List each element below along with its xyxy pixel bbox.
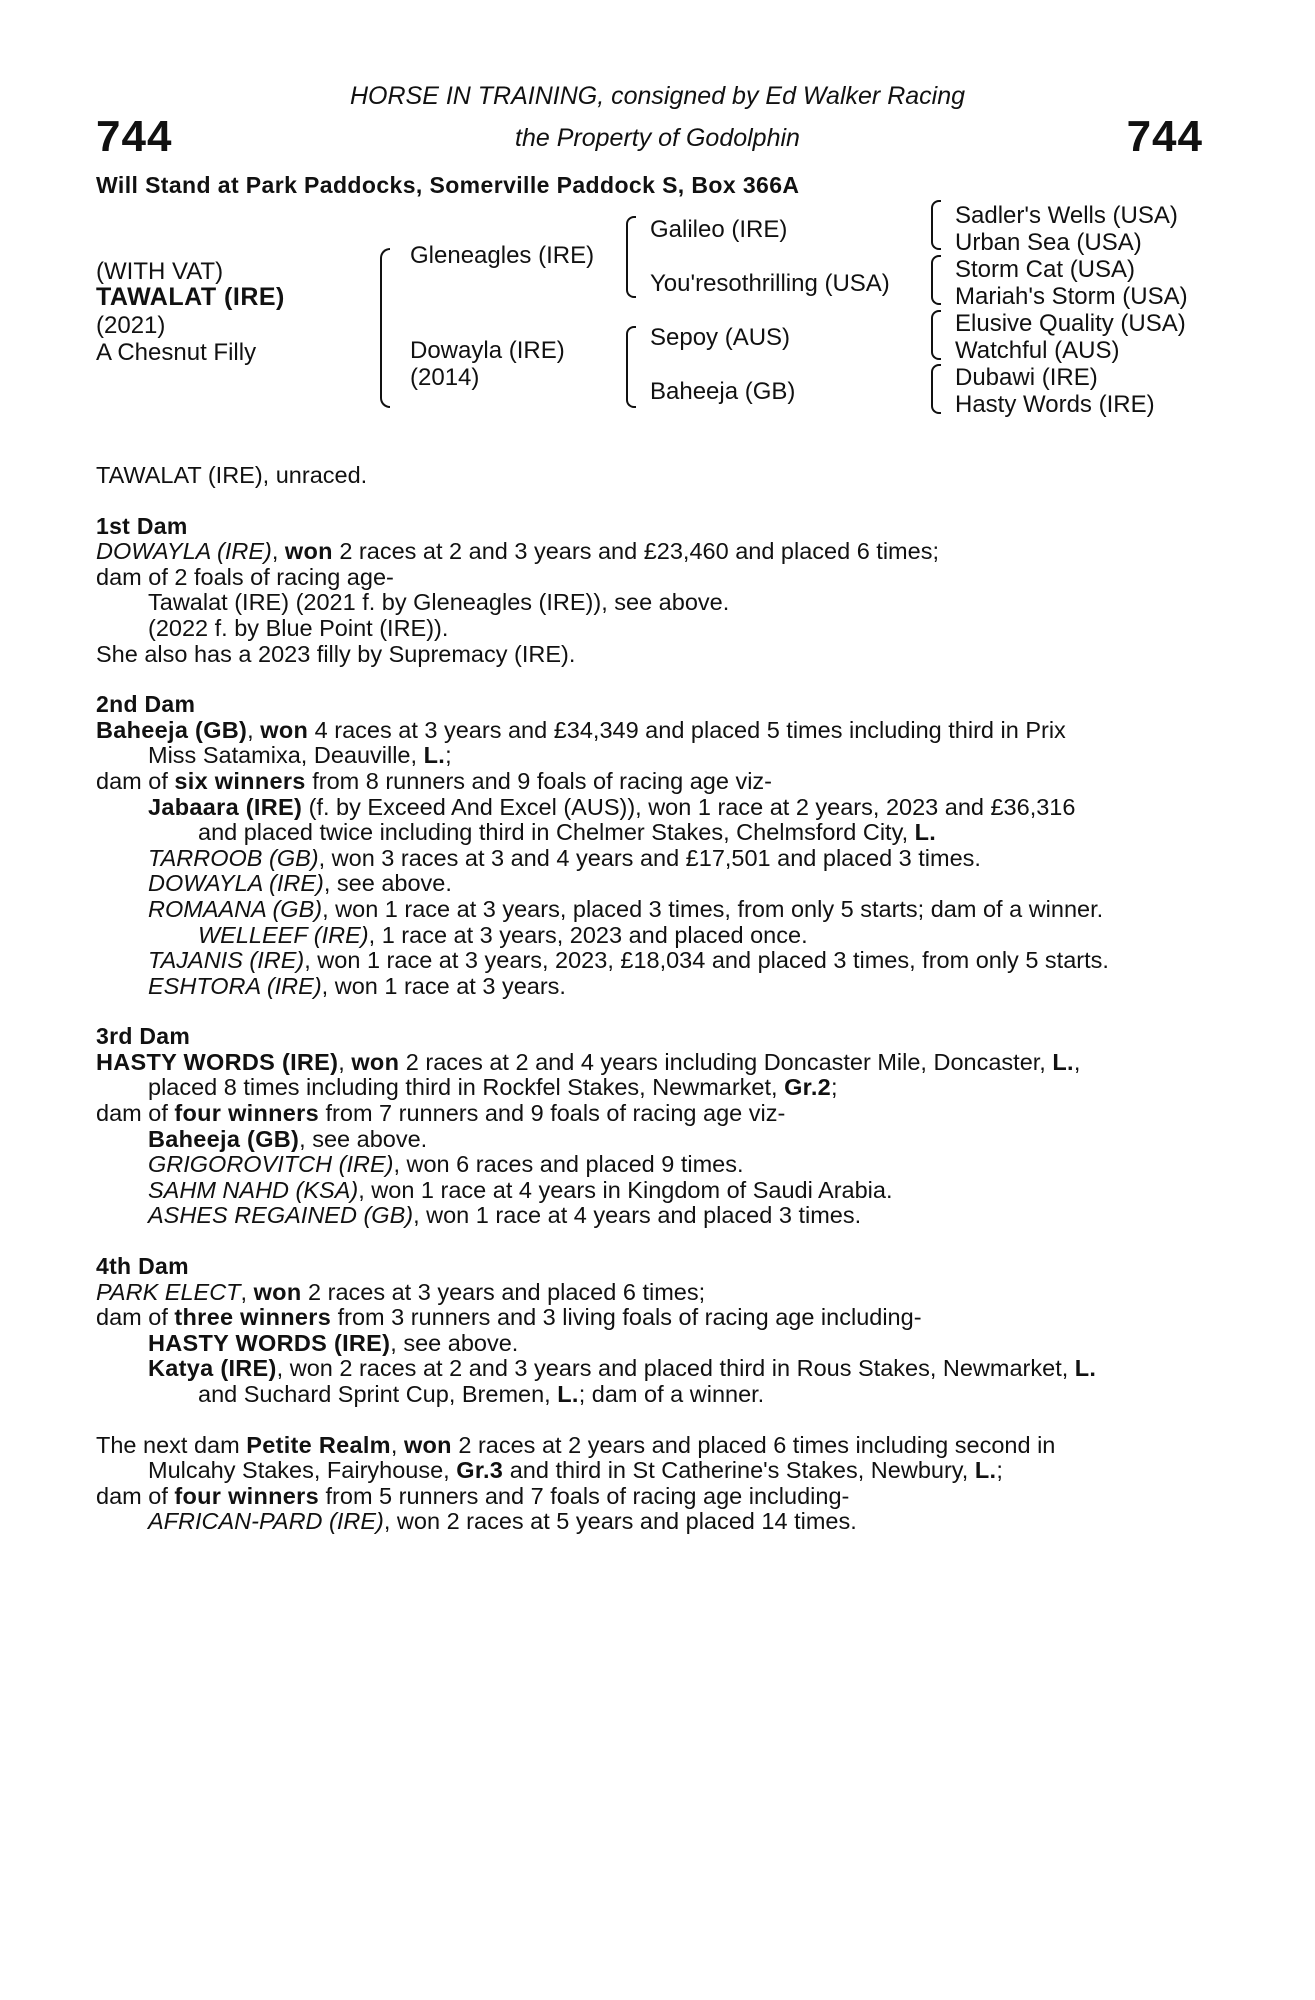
winners-count: four winners [174, 1482, 319, 1509]
text: , won 1 race at 3 years. [321, 972, 566, 999]
pedigree-sire-dam: You'resothrilling (USA) [650, 270, 890, 297]
dam1-heading: 1st Dam [96, 512, 188, 539]
pedigree-bracket-main [376, 248, 388, 408]
progeny-name: SAHM NAHD (KSA) [148, 1176, 359, 1203]
progeny-name: GRIGOROVITCH (IRE) [148, 1151, 394, 1178]
text: Miss Satamixa, Deauville, [148, 742, 424, 769]
pedigree-bracket-dd [927, 364, 939, 412]
text: , see above. [299, 1125, 428, 1152]
listed-mark: L. [1052, 1048, 1074, 1075]
listed-mark: L. [974, 1457, 997, 1484]
listed-mark: L. [914, 819, 937, 846]
nextdam-line1 [96, 1433, 1236, 1459]
nextdam-name: Petite Realm [246, 1431, 391, 1458]
pedigree-bracket-sire [622, 216, 636, 298]
group-mark: Gr.2 [784, 1074, 832, 1101]
text: , won 1 race at 4 years in Kingdom of Saudi Arabia. [358, 1176, 893, 1203]
won: won [403, 1431, 452, 1458]
text: and placed twice including third in Chelmer Stakes, Chelmsford City, [198, 819, 915, 846]
sep: , [240, 1278, 254, 1305]
catalogue-body [96, 463, 1236, 1535]
dam4-line5 [96, 1382, 1236, 1408]
dam3-line4 [96, 1127, 1236, 1153]
pedigree-g-sdd: Mariah's Storm (USA) [955, 283, 1188, 310]
pedigree-g-sss: Sadler's Wells (USA) [955, 202, 1178, 229]
dam4-line4 [96, 1356, 1236, 1382]
progeny-name: HASTY WORDS (IRE) [148, 1329, 391, 1356]
text: dam of [96, 767, 175, 794]
text: from 8 runners and 9 foals of racing age viz- [305, 767, 773, 794]
text: ; [831, 1074, 838, 1101]
pedigree-g-sds: Storm Cat (USA) [955, 256, 1136, 283]
text: , [1073, 1048, 1081, 1075]
dam1-line5: She also has a 2023 filly by Supremacy (IRE). [96, 640, 576, 667]
dam3-line3 [96, 1101, 1236, 1127]
winners-count: six winners [174, 767, 306, 794]
dam2-name: Baheeja (GB) [96, 716, 248, 743]
dam1-line3: Tawalat (IRE) (2021 f. by Gleneagles (IRE)), see above. [148, 589, 730, 616]
listed-mark: L. [1074, 1355, 1097, 1382]
text: 2 races at 3 years and placed 6 times; [301, 1278, 706, 1305]
won: won [284, 538, 333, 565]
progeny-name: ROMAANA (GB) [148, 895, 323, 922]
text: dam of [96, 1100, 175, 1127]
pedigree-g-ddd: Hasty Words (IRE) [955, 391, 1155, 418]
dam2-line9 [96, 923, 1236, 949]
pedigree-bracket-ds [927, 310, 939, 358]
horse-description: A Chesnut Filly [96, 339, 257, 366]
dam4-heading: 4th Dam [96, 1253, 189, 1280]
pedigree-dam: Dowayla (IRE) [410, 337, 565, 364]
lot-number-left: 744 [96, 112, 173, 161]
dam4-line3 [96, 1331, 1236, 1357]
text: ; [996, 1457, 1003, 1484]
text: , won 3 races at 3 and 4 years and £17,501 and placed 3 times. [318, 844, 981, 871]
pedigree-sire: Gleneagles (IRE) [410, 242, 595, 269]
text: , won 1 race at 3 years, 2023, £18,034 and placed 3 times, from only 5 starts. [304, 947, 1109, 974]
lot-number-right: 744 [1126, 112, 1203, 161]
nextdam-line2 [96, 1458, 1236, 1484]
progeny-name: ASHES REGAINED (GB) [148, 1202, 414, 1229]
nextdam-line4 [96, 1509, 1236, 1535]
dam3-heading: 3rd Dam [96, 1023, 191, 1050]
dam3-line2 [96, 1075, 1236, 1101]
progeny-name: TAJANIS (IRE) [148, 947, 305, 974]
intro-line: TAWALAT (IRE), unraced. [96, 462, 368, 488]
progeny-name: Jabaara (IRE) [148, 793, 303, 820]
progeny-name: Katya (IRE) [148, 1355, 277, 1382]
text: Mulcahy Stakes, Fairyhouse, [148, 1457, 457, 1484]
dam2-line6 [96, 846, 1236, 872]
pedigree-g-ssd: Urban Sea (USA) [955, 229, 1142, 256]
dam3-line1 [96, 1050, 1236, 1076]
winners-count: three winners [174, 1304, 332, 1331]
pedigree-dam-year: (2014) [410, 364, 480, 391]
pedigree-g-dsd: Watchful (AUS) [955, 337, 1120, 364]
text: , won 2 races at 5 years and placed 14 times. [383, 1508, 857, 1535]
text: , won 1 race at 4 years and placed 3 times. [413, 1202, 862, 1229]
sep: , [247, 716, 261, 743]
text: from 5 runners and 7 foals of racing age including- [319, 1482, 850, 1509]
text: ; dam of a winner. [578, 1381, 765, 1407]
dam3-line7 [96, 1203, 1236, 1229]
dam2-line5 [96, 820, 1236, 846]
progeny-name: DOWAYLA (IRE) [148, 870, 324, 897]
stand-location: Will Stand at Park Paddocks, Somerville Paddock S, Box 366A [96, 172, 800, 198]
text: 2 races at 2 and 4 years including Doncaster Mile, Doncaster, [399, 1048, 1053, 1075]
listed-mark: L. [557, 1381, 579, 1407]
dam1-line4: (2022 f. by Blue Point (IRE)). [148, 614, 449, 641]
pedigree-dam-sire: Sepoy (AUS) [650, 324, 791, 351]
property-line: the Property of Godolphin [515, 124, 800, 152]
sep: , [338, 1048, 352, 1075]
text: dam of [96, 1482, 175, 1509]
text: , see above. [390, 1329, 519, 1356]
group-mark: Gr.3 [456, 1457, 504, 1484]
dam4-line2 [96, 1305, 1236, 1331]
text: ; [445, 742, 452, 769]
text: placed 8 times including third in Rockfel Stakes, Newmarket, [148, 1074, 785, 1101]
text: , won 2 races at 2 and 3 years and placed third in Rous Stakes, Newmarket, [276, 1355, 1075, 1382]
text: dam of [96, 1304, 175, 1331]
pedigree-g-dss: Elusive Quality (USA) [955, 310, 1186, 337]
dam4-name: PARK ELECT [96, 1278, 241, 1305]
pedigree-dam-dam: Baheeja (GB) [650, 378, 796, 405]
text: The next dam [96, 1431, 247, 1458]
dam2-line2 [96, 743, 1236, 769]
dam2-line10 [96, 948, 1236, 974]
dam2-line7 [96, 871, 1236, 897]
pedigree-bracket-sd [927, 255, 939, 303]
listed-mark: L. [423, 742, 446, 769]
dam2-line11 [96, 974, 1236, 1000]
text: from 3 runners and 3 living foals of racing age including- [331, 1304, 922, 1331]
text: 2 races at 2 and 3 years and £23,460 and placed 6 times; [332, 538, 939, 565]
text: and third in St Catherine's Stakes, Newbury, [503, 1457, 975, 1484]
won: won [253, 1278, 302, 1305]
text: 4 races at 3 years and £34,349 and placed 5 times including third in Prix [308, 716, 1066, 743]
dam1-name: DOWAYLA (IRE) [96, 538, 272, 565]
horse-year: (2021) [96, 312, 166, 339]
text: and Suchard Sprint Cup, Bremen, [198, 1381, 558, 1407]
text: , won 1 race at 3 years, placed 3 times, from only 5 starts; dam of a winner. [322, 895, 1104, 922]
text: from 7 runners and 9 foals of racing age viz- [319, 1100, 786, 1127]
text: , see above. [323, 870, 452, 897]
progeny-name: Baheeja (GB) [148, 1125, 300, 1152]
sep: , [390, 1431, 404, 1458]
pedigree-sire-sire: Galileo (IRE) [650, 216, 788, 243]
pedigree-bracket-ss [927, 200, 939, 248]
dam1-line1 [96, 539, 1236, 565]
progeny-name: AFRICAN-PARD (IRE) [148, 1508, 384, 1535]
pedigree-g-dds: Dubawi (IRE) [955, 364, 1098, 391]
text: , won 6 races and placed 9 times. [393, 1151, 744, 1178]
progeny-name: WELLEEF (IRE) [198, 921, 369, 948]
dam2-line4 [96, 795, 1236, 821]
winners-count: four winners [174, 1100, 319, 1127]
dam2-line3 [96, 769, 1236, 795]
won: won [260, 716, 309, 743]
horse-name: TAWALAT (IRE) [96, 283, 285, 311]
won: won [351, 1048, 400, 1075]
text: 2 races at 2 years and placed 6 times including second in [451, 1431, 1056, 1458]
text: (f. by Exceed And Excel (AUS)), won 1 race at 2 years, 2023 and £36,316 [302, 793, 1076, 820]
vat-note: (WITH VAT) [96, 258, 224, 285]
dam2-line8 [96, 897, 1236, 923]
dam3-line6 [96, 1178, 1236, 1204]
text: , 1 race at 3 years, 2023 and placed once. [368, 921, 808, 948]
dam2-line1 [96, 718, 1236, 744]
nextdam-line3 [96, 1484, 1236, 1510]
progeny-name: ESHTORA (IRE) [148, 972, 322, 999]
dam3-name: HASTY WORDS (IRE) [96, 1048, 339, 1075]
progeny-name: TARROOB (GB) [148, 844, 319, 871]
pedigree-bracket-dam [622, 326, 636, 408]
dam4-line1 [96, 1280, 1236, 1306]
dam3-line5 [96, 1152, 1236, 1178]
consignor-line: HORSE IN TRAINING, consigned by Ed Walker Racing [349, 82, 966, 110]
dam1-line2: dam of 2 foals of racing age- [96, 563, 394, 590]
sep: , [271, 538, 285, 565]
dam2-heading: 2nd Dam [96, 691, 196, 718]
